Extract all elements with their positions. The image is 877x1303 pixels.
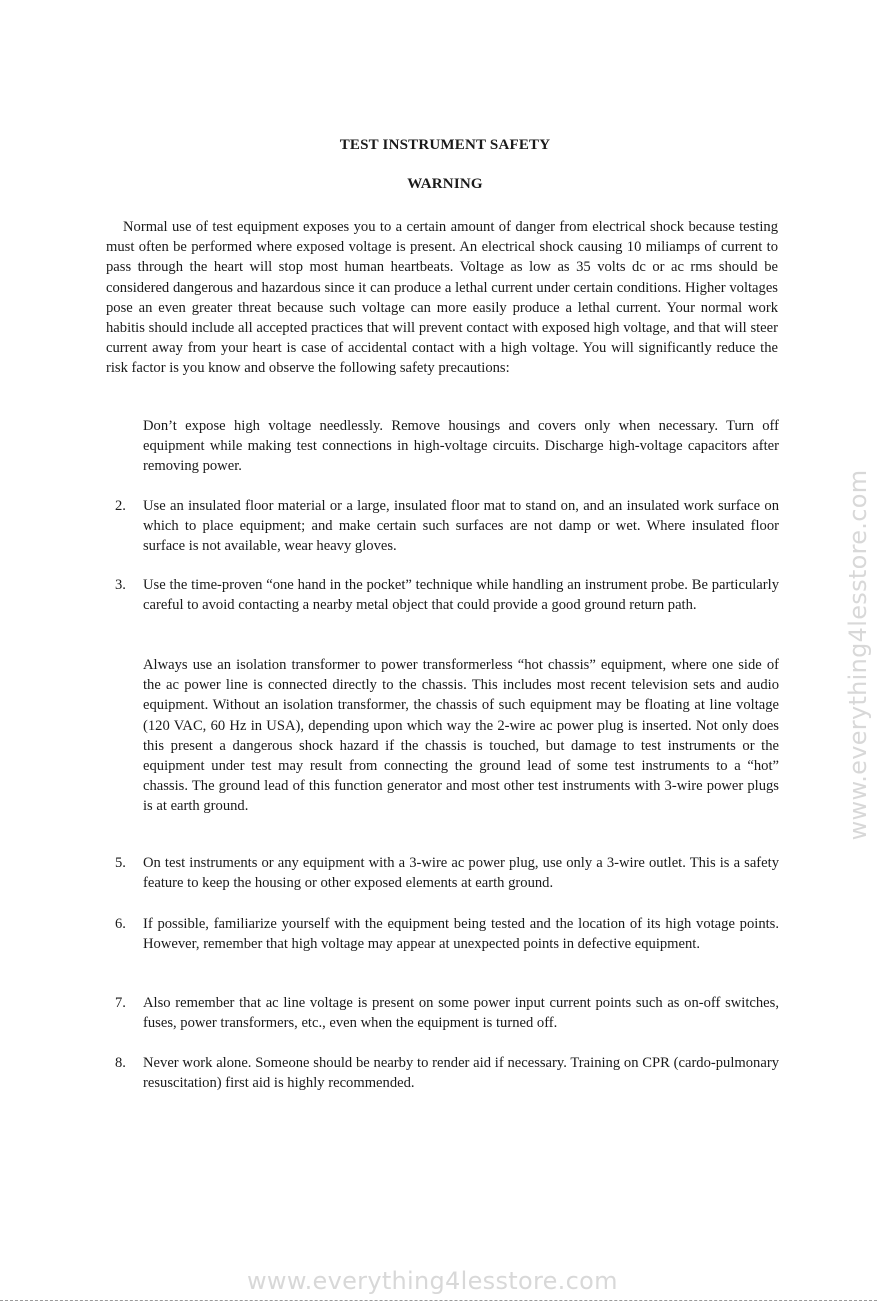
item-text: Never work alone. Someone should be nearby to render aid if necessary. Training on CPR (cardo-pulmonary resuscitation) first aid is highly recommended. bbox=[143, 1055, 779, 1092]
item-text: Always use an isolation transformer to power transformerless “hot chassis” equipment, where one side of the ac power line is connected directly to the chassis. This includes most recent television sets and audio equipment. Without an isolation transformer, the chassis of such equipment may be floating at line voltage (120 VAC, 60 Hz in USA), depending upon which way the 2-wire ac power plug is inserted. Not only does this present a dangerous shock hazard if the chassis is touched, but damage to test instruments or the equipment under test may result from connecting the ground lead of some test instruments to a “hot” chassis. The ground lead of this function generator and most other test instruments with 3-wire power plugs is at earth ground. bbox=[143, 657, 779, 815]
side-watermark: www.everything4lesstore.com bbox=[844, 469, 872, 841]
item-text: Use an insulated floor material or a large, insulated floor mat to stand on, and an insulated work surface on which to place equipment; and make certain such surfaces are not damp or wet. Where insulated floor surface is not available, wear heavy gloves. bbox=[143, 498, 779, 555]
intro-paragraph: Normal use of test equipment exposes you to a certain amount of danger from electrical shock because testing must often be performed where exposed voltage is present. An electrical shock causing 10 miliamps of current to pass through the heart will stop most human heartbeats. Voltage as low as 35 volts dc or ac rms should be considered dangerous and hazardous since it can produce a lethal current under certain conditions. Higher voltages pose an even greater threat because such voltage can more easily produce a lethal current. Your normal work habitis should include all accepted practices that will prevent contact with exposed high voltage, and that will steer current away from your heart is case of accidental contact with a high voltage. You will significantly reduce the risk factor is you know and observe the following safety precautions: bbox=[106, 219, 778, 377]
item-number: 2. bbox=[115, 498, 126, 514]
item-number: 8. bbox=[115, 1055, 126, 1071]
warning-heading: WARNING bbox=[407, 176, 483, 192]
item-number: 6. bbox=[115, 916, 126, 932]
document-title: TEST INSTRUMENT SAFETY bbox=[339, 137, 551, 153]
bottom-watermark: www.everything4lesstore.com bbox=[247, 1267, 618, 1295]
item-text: If possible, familiarize yourself with the equipment being tested and the location of its high votage points. However, remember that high voltage may appear at unexpected points in defective equipment. bbox=[143, 916, 779, 953]
item-text: Also remember that ac line voltage is present on some power input current points such as on-off switches, fuses, power transformers, etc., even when the equipment is turned off. bbox=[143, 995, 779, 1032]
item-text: Use the time-proven “one hand in the pocket” technique while handling an instrument probe. Be particularly careful to avoid contacting a nearby metal object that could provide a good ground return path. bbox=[143, 577, 779, 614]
item-number: 3. bbox=[115, 577, 126, 593]
item-number: 7. bbox=[115, 995, 126, 1011]
page-edge-divider bbox=[0, 1300, 877, 1301]
item-text: Don’t expose high voltage needlessly. Remove housings and covers only when necessary. Turn off equipment while making test connections in high-voltage circuits. Discharge high-voltage capacitors after removing power. bbox=[143, 418, 779, 475]
item-text: On test instruments or any equipment with a 3-wire ac power plug, use only a 3-wire outlet. This is a safety feature to keep the housing or other exposed elements at earth ground. bbox=[143, 855, 779, 892]
item-number: 5. bbox=[115, 855, 126, 871]
